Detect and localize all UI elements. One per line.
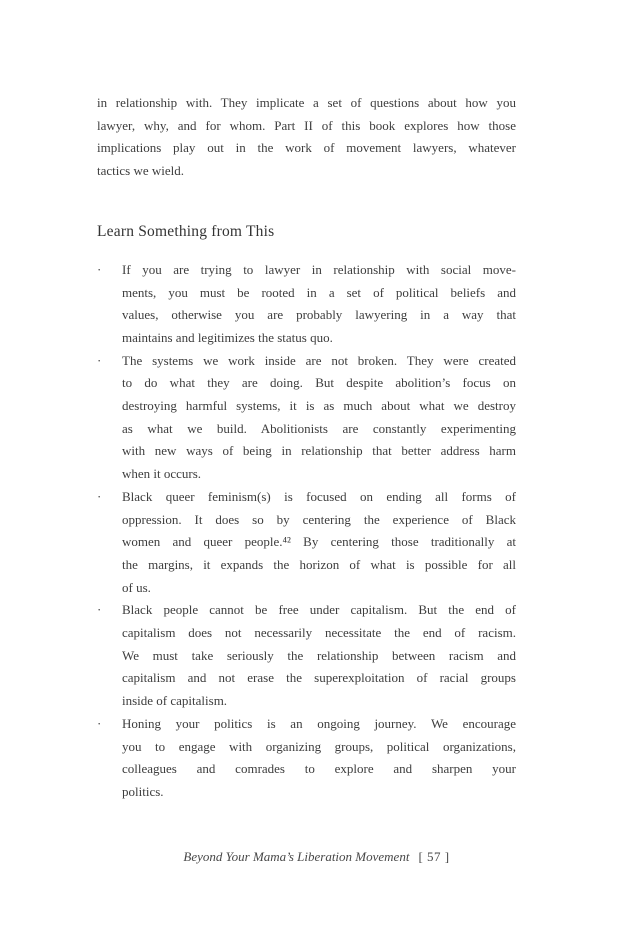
bullet-marker: · (97, 261, 102, 277)
footer-page-number: [ 57 ] (418, 849, 450, 864)
bullet-list (97, 259, 516, 804)
text-line: destroying harmful systems, it is as much about what we destroy (122, 398, 516, 414)
text-line: as what we build. Abolitionists are constantly experimenting (122, 420, 516, 436)
bullet-marker: · (97, 352, 102, 368)
bullet-text (122, 599, 516, 713)
text-line: colleagues and comrades to explore and sharpen your (122, 761, 516, 777)
bullet-item (97, 350, 516, 486)
text-line: Black queer feminism(s) is focused on ending all forms of (122, 488, 516, 504)
intro-paragraph (97, 92, 516, 183)
bullet-marker: · (97, 602, 102, 618)
section-heading: Learn Something from This (97, 222, 275, 240)
text-line: Black people cannot be free under capitalism. But the end of (122, 602, 516, 618)
bullet-marker: · (97, 488, 102, 504)
bullet-item (97, 486, 516, 600)
text-line: tactics we wield. (97, 163, 184, 179)
text-line: Honing your politics is an ongoing journey. We encourage (122, 715, 516, 731)
text-line: you to engage with organizing groups, political organizations, (122, 738, 516, 754)
bullet-item (97, 599, 516, 713)
text-line: The systems we work inside are not broken. They were created (122, 352, 516, 368)
text-line: implications play out in the work of movement lawyers, whatever (97, 140, 516, 156)
running-footer (0, 849, 633, 865)
footer-book-title: Beyond Your Mama’s Liberation Movement (183, 849, 410, 864)
bullet-item (97, 259, 516, 350)
text-line: lawyer, why, and for whom. Part II of this book explores how those (97, 117, 516, 133)
bullet-item (97, 713, 516, 804)
text-line: with new ways of being in relationship that better address harm (122, 443, 516, 459)
text-line: of us. (122, 579, 151, 595)
page-content (97, 92, 516, 804)
text-line: maintains and legitimizes the status quo. (122, 329, 333, 345)
bullet-text (122, 486, 516, 600)
bullet-marker: · (97, 715, 102, 731)
text-line: in relationship with. They implicate a set of questions about how you (97, 95, 516, 110)
text-line: to do what they are doing. But despite abolition’s focus on (122, 375, 516, 391)
text-line: capitalism does not necessarily necessitate the end of racism. (122, 625, 516, 641)
text-line: If you are trying to lawyer in relationship with social move- (122, 261, 516, 277)
text-line: capitalism and not erase the superexploitation of racial groups (122, 670, 516, 686)
text-line: women and queer people.⁴² By centering those traditionally at (122, 534, 516, 550)
text-line: when it occurs. (122, 466, 202, 482)
text-line: inside of capitalism. (122, 693, 228, 709)
text-line: politics. (122, 783, 164, 799)
bullet-text (122, 350, 516, 486)
text-line: We must take seriously the relationship between racism and (122, 647, 516, 663)
text-line: ments, you must be rooted in a set of political beliefs and (122, 284, 516, 300)
text-line: the margins, it expands the horizon of what is possible for all (122, 556, 516, 572)
text-line: oppression. It does so by centering the experience of Black (122, 511, 516, 527)
bullet-text (122, 259, 516, 350)
text-line: values, otherwise you are probably lawyering in a way that (122, 307, 516, 323)
bullet-text (122, 713, 516, 804)
